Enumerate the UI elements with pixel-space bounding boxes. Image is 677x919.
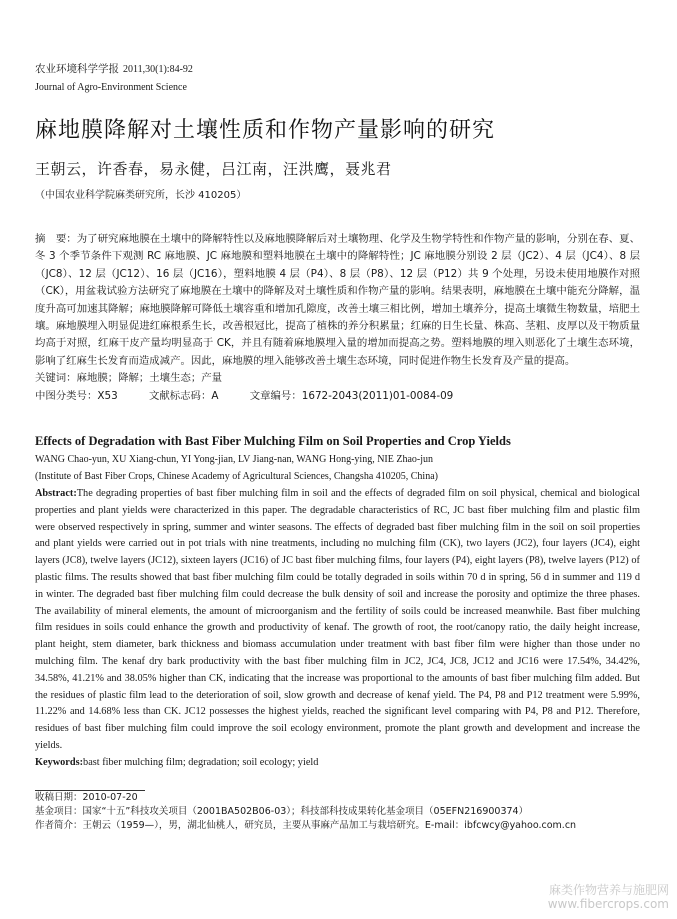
author-bio: 作者简介：王朝云（1959—），男，湖北仙桃人，研究员，主要从事麻产品加工与栽培研究。E-mail：ibfcwcy@yahoo.com.cn bbox=[35, 819, 577, 831]
watermark bbox=[548, 875, 669, 911]
abstract-en-text: The degrading properties of bast fiber mulching film in soil and the effects of degraded film on soil physical, chemical and biological properties and plant yields were characterized in this paper. The degradable characteristics of RC, JC bast fiber mulching film and plastic film were observed respectively in spring, summer and winter seasons. The effects of degraded bast fiber mulching film in the soil on soil properties and plant yields were carried out in pot trials with nine treatments, including no mulching film (CK), two layers (JC2), four layers (JC4), eight layers (JC8), twelve layers (JC12), sixteen layers (JC16) of JC bast fiber mulching films, four layers (P4), eight layers (P8), twelve layers (P12) of plastic films. The results showed that bast fiber mulching film could be totally degraded in soils within 70 d in spring, 56 d in summer and 119 d in winter. The degraded bast fiber mulching film could decrease the bulk density of soil and increase the porosity and optimize the three phases. The availability of mineral elements, the amount of microorganism and the fertility of soils could be increased meanwhile. Bast fiber mulching film residues in soils could enhance the growth and productivity of kenaf. The growth of root, the root/canopy ratio, the daily height increase, plant height, stem diameter, bark thickness and biomass accumulation under treatment with bast fiber film were higher than those under no mulching film. The kenaf dry bark productivity with the bast fiber mulching film in JC2, JC4, JC8, JC12 and JC16 were 17.54%, 34.42%, 34.58%, 41.21% and 38.05% higher than CK, indicating that the increase was proportional to the amounts of bast fiber mulching film added. But the residues of plastic film lead to the deterioration of soil, slow growth and decrease of kenaf yield. The P4, P8 and P12 treatment were 5.99%, 11.22% and 14.68% less than CK. JC12 possesses the highest yields, reached the significant level comparing with P4, P8 and P12. Therefore, residues of bast fiber mulching film could improve the soil ecology environment, promote the plant growth and development and increase the yields. bbox=[35, 488, 640, 752]
paper-title-cn: 麻地膜降解对土壤性质和作物产量影响的研究 bbox=[35, 118, 496, 143]
keywords-en bbox=[35, 755, 640, 772]
journal-name-cn: 农业环境科学学报 bbox=[35, 63, 119, 75]
classification-info bbox=[35, 388, 640, 405]
received-date: 收稿日期：2010-07-20 bbox=[35, 791, 138, 803]
affiliation-en: (Institute of Bast Fiber Crops, Chinese Academy of Agricultural Sciences, Changsha 410205, China) bbox=[35, 471, 438, 483]
keywords-cn: 关键词：麻地膜；降解；土壤生态；产量 bbox=[35, 372, 223, 385]
clc-number: 中图分类号：X53 bbox=[35, 389, 118, 402]
issue-info: 2011,30(1):84-92 bbox=[123, 64, 193, 75]
abstract-label: Abstract: bbox=[35, 488, 77, 500]
abstract-en bbox=[35, 486, 640, 755]
keywords-label: Keywords: bbox=[35, 756, 84, 768]
funding-info: 基金项目：国家“十五”科技攻关项目（2001BA502B06-03）；科技部科技成果转化基金项目（05EFN216900374） bbox=[35, 805, 529, 817]
journal-header bbox=[35, 62, 640, 77]
journal-name-en: Journal of Agro-Environment Science bbox=[35, 82, 187, 93]
paper-title-en: Effects of Degradation with Bast Fiber Mulching Film on Soil Properties and Crop Yields bbox=[35, 434, 511, 449]
abstract-cn: 摘 要：为了研究麻地膜在土壤中的降解特性以及麻地膜降解后对土壤物理、化学及生物学特性和作物产量的影响，分别在春、夏、冬 3 个季节条件下观测 RC 麻地膜、JC 麻地膜和塑料地膜在土壤中的降解特性；JC 麻地膜分别设 2 层（JC2）、4 层（JC4）、8 层（JC8）、12 层（JC12）、16 层（JC16），塑料地膜 4 层（P4）、8 层（P8）、12 层（P12）共 9 个处理，另设未使用地膜作对照（CK），用盆栽试验方法研究了麻地膜在土壤中的降解及对土壤性质和作物产量的影响。结果表明，麻地膜在土壤中能充分降解，温度升高可加速其降解；麻地膜降解可降低土壤容重和增加孔隙度，改善土壤三相比例，增加土壤养分，提高土壤微生物数量，培肥土壤。麻地膜埋入明显促进红麻根系生长，改善根冠比，提高了植株的养分积累量；红麻的日生长量、株高、茎粗、皮厚以及干物质量均高于对照，红麻干皮产量均明显高于 CK，并且有随着麻地膜埋入量的增加而提高之势。塑料地膜的埋入则恶化了土壤生态环境，影响了红麻生长发育而造成减产。因此，麻地膜的埋入能够改善土壤生态环境，同时促进作物生长发育及产量的提高。 bbox=[35, 233, 640, 367]
article-number: 文章编号：1672-2043(2011)01-0084-09 bbox=[249, 389, 454, 402]
authors-en: WANG Chao-yun, XU Xiang-chun, YI Yong-jian, LV Jiang-nan, WANG Hong-ying, NIE Zhao-jun bbox=[35, 454, 434, 466]
authors-cn: 王朝云，许香春，易永健，吕江南，汪洪鹰，聂兆君 bbox=[35, 160, 392, 178]
keywords-en-text: bast fiber mulching film; degradation; soil ecology; yield bbox=[83, 756, 319, 768]
watermark-line2: www.fibercrops.com bbox=[547, 897, 669, 911]
document-code: 文献标志码：A bbox=[149, 389, 219, 402]
affiliation-cn: （中国农业科学院麻类研究所，长沙 410205） bbox=[35, 190, 247, 201]
watermark-line1: 麻类作物营养与施肥网 bbox=[548, 883, 669, 897]
